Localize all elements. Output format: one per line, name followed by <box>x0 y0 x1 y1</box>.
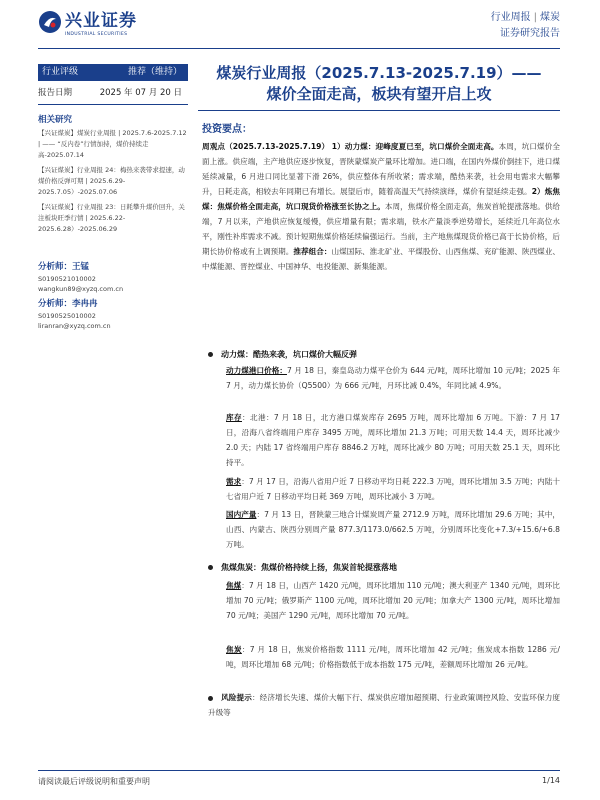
bullet-thermal-coal <box>208 348 558 362</box>
report-title <box>198 63 560 105</box>
risk-warning <box>208 690 560 720</box>
thermal-summary: 本周，坑口煤价全面上涨。供应端，主产地供应逐步恢复，晋陕蒙煤炭产量环比增加。进口端，在国内外煤价倒挂下，进口煤延续减量，6 月进口同比显著下滑 26%，供应整体有所收紧；需求端，酷热来袭，社会用电需求大幅攀升，日耗走高，相较去年同期已有增长。展望后市，随着高温天气持续演绎，煤价有望延续走强。 <box>202 142 560 196</box>
analyst-email[interactable]: wangkun89@xyzq.com.cn <box>38 285 124 293</box>
related-research-list <box>38 128 188 239</box>
coking-coal-label: 焦煤 <box>226 581 242 590</box>
bullet-coking-title: 焦煤焦炭：焦煤价格持续上扬，焦炭首轮提涨落地 <box>221 563 397 572</box>
company-logo <box>38 10 168 44</box>
footer-disclaimer[interactable]: 请阅读最后评级说明和重要声明 <box>38 777 150 786</box>
thermal-price-block <box>226 363 560 393</box>
footer-divider <box>38 770 560 771</box>
header-divider <box>38 48 560 49</box>
sidebar-divider <box>38 104 188 105</box>
rating-label: 行业评级 <box>42 67 79 77</box>
analyst-cert: S0190525010002 <box>38 312 96 320</box>
thermal-demand-block <box>226 474 560 504</box>
related-research-title: 相关研究 <box>38 115 73 125</box>
report-date-value: 2025 年 07 月 20 日 <box>99 88 182 98</box>
header-meta: 行业周报 | 煤炭 证券研究报告 <box>491 10 560 42</box>
related-research-item[interactable]: 【兴证煤炭】行业周报 23：日耗攀升煤价回升，关注板块旺季行情 | 2025.6.22-2025.6.28）-2025.06.29 <box>38 203 185 233</box>
analyst-email[interactable]: liranran@xyzq.com.cn <box>38 322 111 330</box>
analyst-card <box>38 261 188 294</box>
bullet-thermal-title: 动力煤：酷热来袭，坑口煤价大幅反弹 <box>221 350 357 359</box>
analyst-name: 分析师：李冉冉 <box>38 299 98 309</box>
thermal-output-text: ：7 月 13 日，晋陕蒙三地合计煤炭周产量 2712.9 万吨，周环比增加 29.6 万吨；其中，山西、内蒙古、陕西分别周产量 877.3/1173.0/662.5 万吨，分别周环比变化+7.3/+15.6/+6.8 万吨。 <box>226 510 560 549</box>
logo-mark-icon <box>38 10 62 34</box>
coke-label: 焦炭 <box>226 645 242 654</box>
thermal-headline: 迎峰度夏已至，坑口煤价全面走高。 <box>375 142 499 151</box>
logo-subtitle: INDUSTRIAL SECURITIES <box>65 32 128 37</box>
coke-block <box>226 642 560 672</box>
thermal-demand-text: ：7 月 17 日，沿海八省用户近 7 日移动平均日耗 222.3 万吨，周环比增加 3.5 万吨；内陆十七省用户近 7 日移动平均日耗 369 万吨，周环比减小 3 万吨。 <box>226 477 560 501</box>
thermal-price-label: 动力煤港口价格： <box>226 366 287 375</box>
analyst-cert: S0190521010002 <box>38 275 96 283</box>
title-divider <box>198 110 560 111</box>
related-research-item[interactable]: 【兴证煤炭】煤炭行业周报 | 2025.7.6-2025.7.12 | —— “反内卷”行情加持，煤价持续走高-2025.07.14 <box>38 129 187 159</box>
analyst-name: 分析师：王锰 <box>38 262 90 272</box>
related-research-item[interactable]: 【兴证煤炭】行业周报 24：梅热来袭带求提速，动煤价格反弹可期 | 2025.6.29-2025.7.05）-2025.07.06 <box>38 166 185 196</box>
bullet-icon <box>208 565 213 570</box>
report-date-row <box>38 86 188 100</box>
coking-coal-text: ：7 月 18 日，山西产 1420 元/吨，周环比增加 110 元/吨；澳大利亚产 1340 元/吨，周环比增加 70 元/吨；俄罗斯产 1100 元/吨，周环比增加 20 元/吨；加拿大产 1300 元/吨，周环比增加 70 元/吨；美国产 1290 元/吨，周环比增加 70 元/吨。 <box>226 581 560 620</box>
coking-label: 2）炼焦煤： <box>202 187 560 211</box>
logo-text: 兴业证券 <box>65 11 137 31</box>
weekly-view-label: 周观点（2025.7.13-2025.7.19） <box>202 142 330 151</box>
risk-text: ：经济增长失速、煤价大幅下行、煤炭供应增加超预期、行业政策调控风险、安监环保力度升级等 <box>208 693 561 717</box>
weekly-view-paragraph <box>202 139 560 274</box>
thermal-output-block <box>226 507 560 552</box>
bullet-icon <box>208 352 213 357</box>
coke-text: ：7 月 18 日，焦炭价格指数 1111 元/吨，周环比增加 42 元/吨；焦炭成本指数 1286 元/吨，周环比增加 68 元/吨；价格指数低于成本指数 175 元/吨，差额周环比增加 26 元/吨。 <box>226 645 560 669</box>
report-sector: 煤炭 <box>540 12 560 23</box>
report-title-line1: 煤炭行业周报（2025.7.13-2025.7.19）—— <box>216 64 542 82</box>
thermal-stock-label: 库存 <box>226 413 242 422</box>
recommendation-list: 山煤国际、淮北矿业、平煤股份、山西焦煤、兖矿能源、陕西煤业、中煤能源、晋控煤业、中国神华、电投能源、新集能源。 <box>202 247 561 271</box>
risk-label: 风险提示 <box>221 693 252 702</box>
thermal-stock-text: ：北港：7 月 18 日，北方港口煤炭库存 2695 万吨，周环比增加 6 万吨。下游：7 月 17 日，沿海八省终端用户库存 3495 万吨，周环比增加 21.3 万吨；可用天数 14.4 天，周环比减少 2.0 天；内陆 17 省终端用户库存 8846.2 万吨，周环比减少 80 万吨；可用天数 25.1 天，周环比持平。 <box>226 413 561 467</box>
page-number: 1/14 <box>542 776 560 785</box>
bullet-icon <box>208 696 213 701</box>
recommendation-label: 推荐组合： <box>293 247 332 256</box>
report-category: 行业周报 <box>490 12 531 23</box>
rating-value: 推荐（维持） <box>127 67 182 77</box>
report-unit: 证券研究报告 <box>500 28 560 39</box>
coking-headline: 焦煤价格全面走高，坑口现货价格涨至长协之上。 <box>217 202 385 211</box>
industry-rating-bar <box>38 64 188 81</box>
thermal-price-text: 7 月 18 日，秦皇岛动力煤平仓价为 644 元/吨，周环比增加 10 元/吨；2025 年 7 月，动力煤长协价（Q5500）为 666 元/吨，月环比减 0.4%，年同比减 4.9%。 <box>226 366 561 390</box>
coking-coal-block <box>226 578 560 623</box>
thermal-demand-label: 需求 <box>226 477 242 486</box>
report-date-label: 报告日期 <box>38 88 73 98</box>
report-title-line2: 煤价全面走高，板块有望开启上攻 <box>266 85 492 103</box>
thermal-stock-block <box>226 410 560 470</box>
bullet-coking-coal <box>208 561 558 575</box>
analyst-card <box>38 298 188 331</box>
thermal-output-label: 国内产量 <box>226 510 257 519</box>
thermal-label: 1）动力煤： <box>331 142 376 151</box>
section-heading: 投资要点： <box>202 124 252 135</box>
coking-summary: 本周，焦煤价格全面走高，焦炭首轮提涨落地。供给端，7 月以来，产地供应恢复缓慢，供应增量有限；需求端，铁水产量淡季逆势增长，延续近几年高位水平，刚性补库需求不减。预计短期焦煤价格延续偏强运行。当前，主产地焦煤现货价格已高于长协价格，后期长协价格或有上调预期。 <box>202 202 561 256</box>
